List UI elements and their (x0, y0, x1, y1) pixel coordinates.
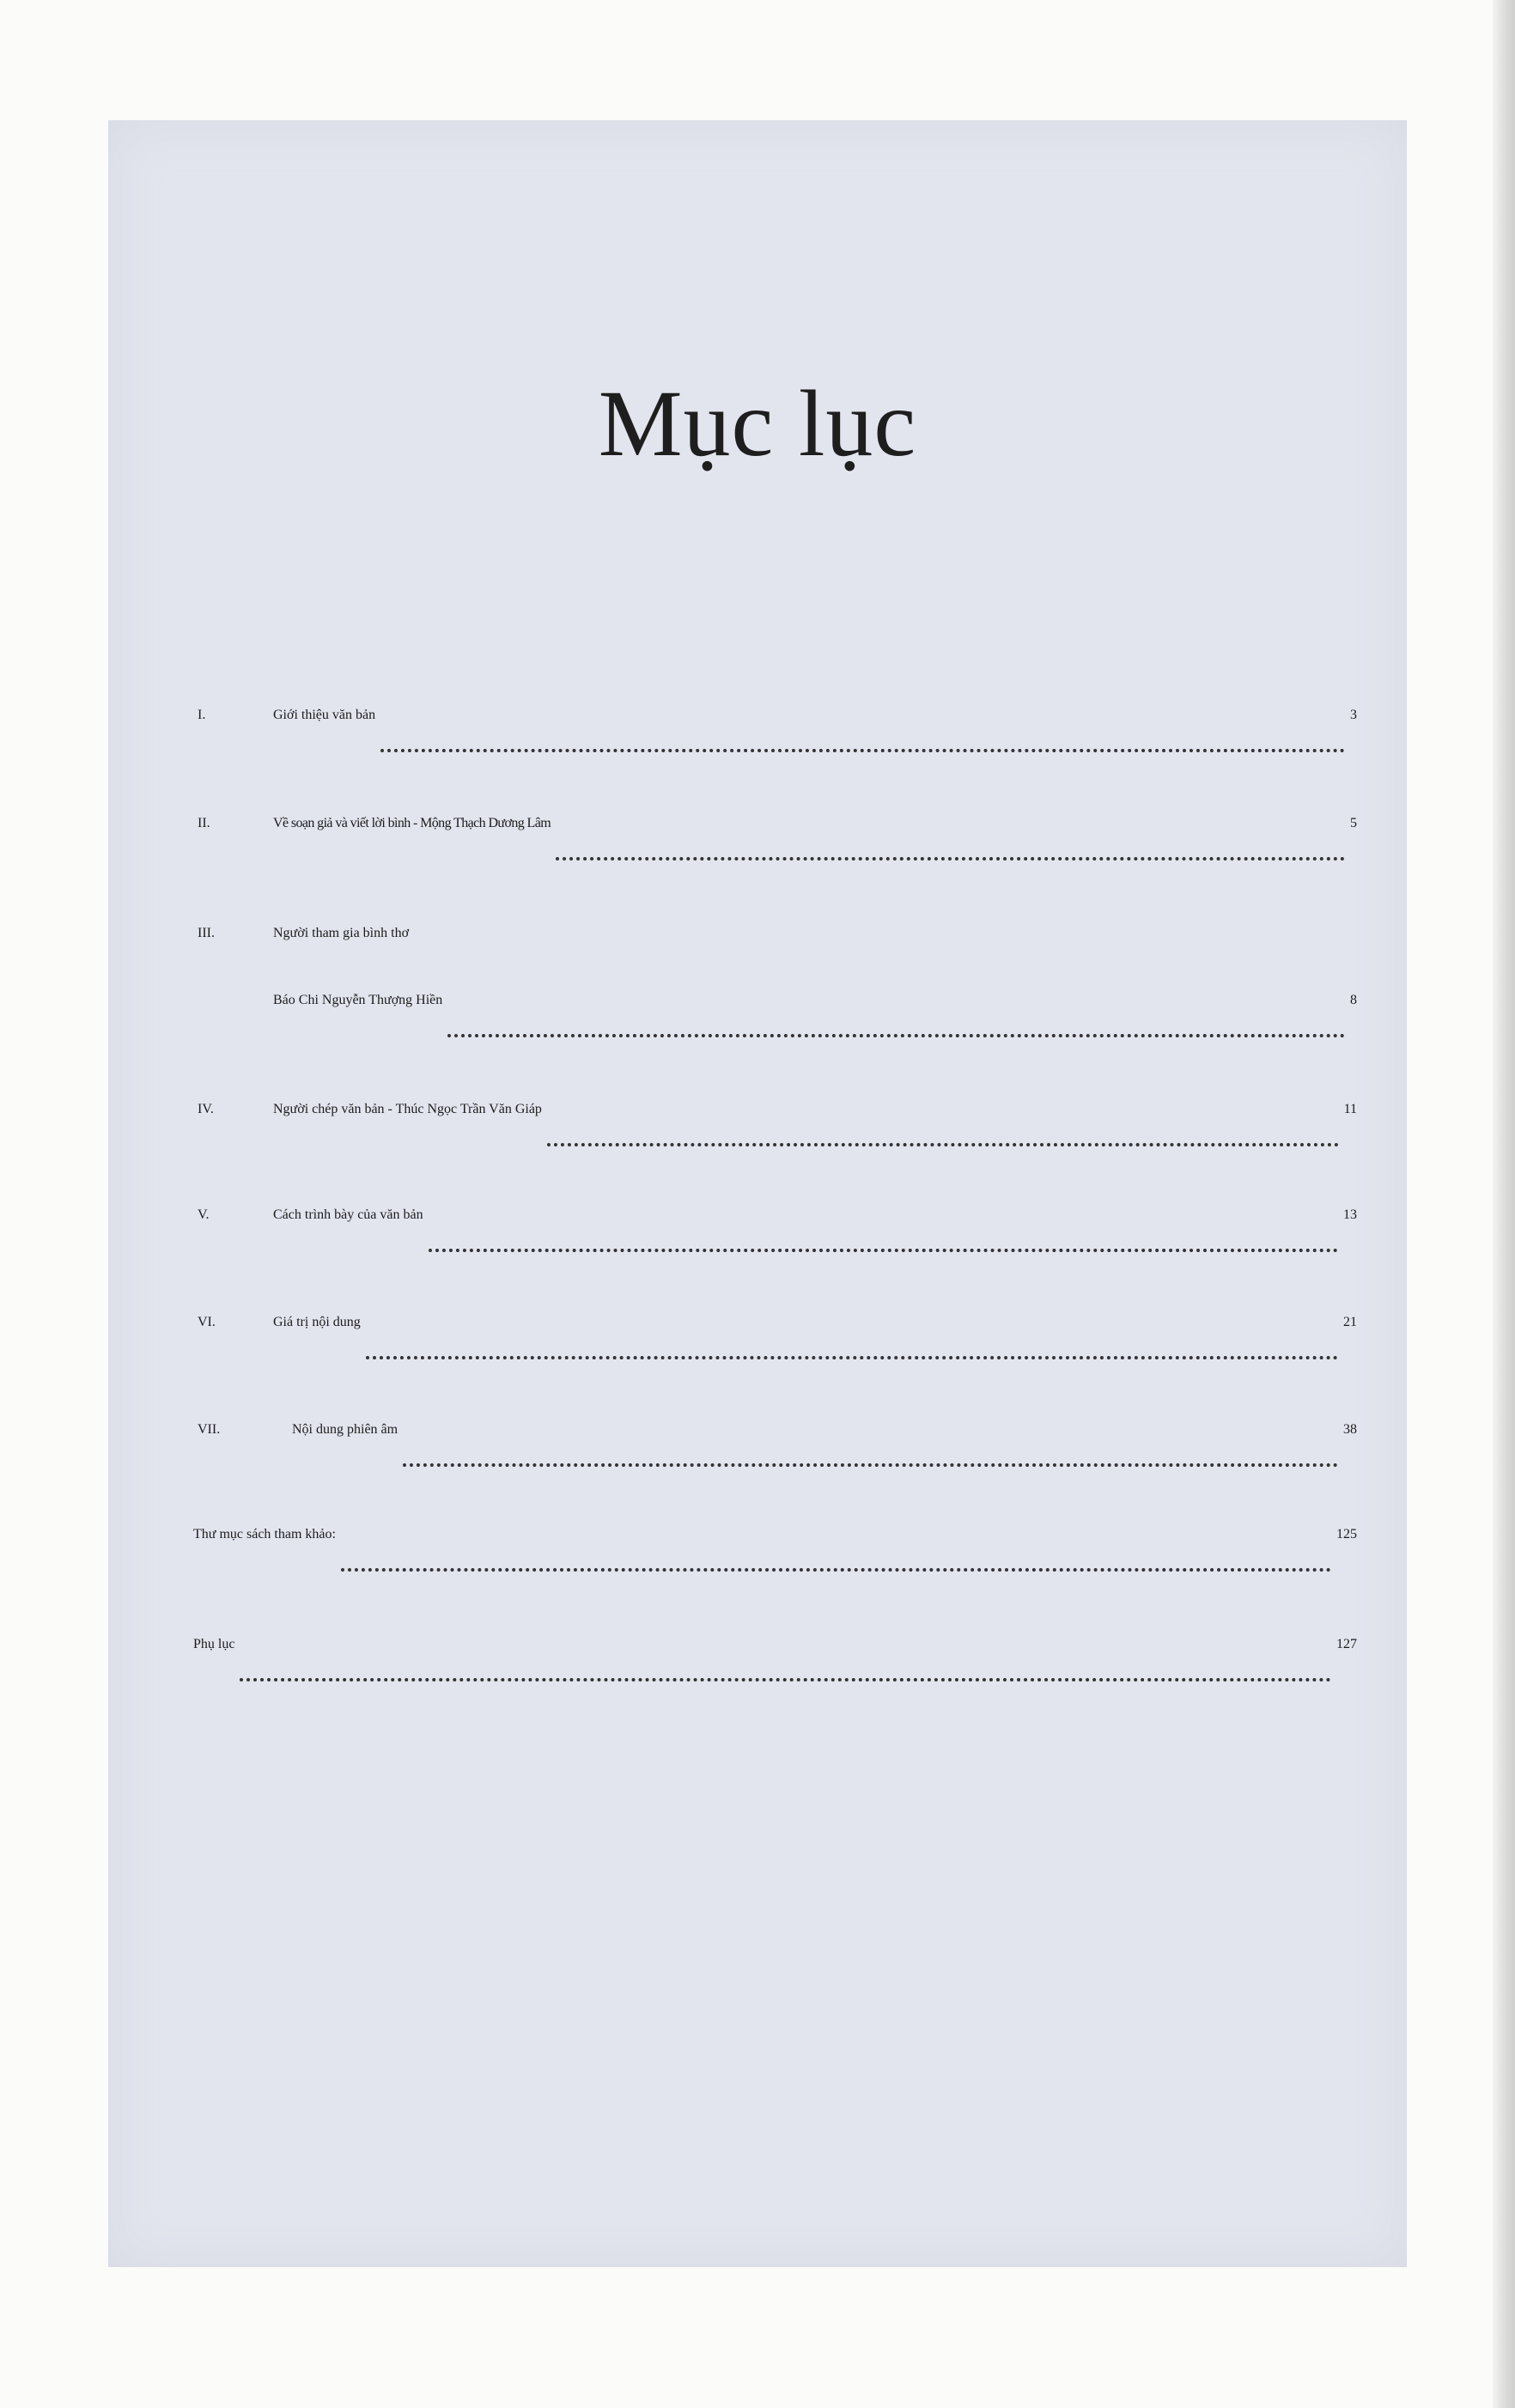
toc-entry-title-continued: Báo Chi Nguyễn Thượng Hiền (273, 993, 443, 1007)
page-spine-edge (1493, 0, 1515, 2408)
toc-entry-page: 5 (1350, 816, 1357, 830)
toc-dot-leader (380, 748, 1345, 752)
toc-entry-title: Cách trình bày của văn bản (273, 1207, 423, 1222)
toc-entry-3[interactable] (198, 926, 1357, 986)
toc-entry-title: Giá trị nội dung (273, 1315, 361, 1329)
toc-entry-page: 38 (1343, 1422, 1357, 1437)
toc-entry-number: I. (198, 708, 206, 722)
toc-entry-4[interactable] (198, 1102, 1357, 1162)
toc-dot-leader (556, 856, 1345, 860)
toc-dot-leader (429, 1248, 1338, 1252)
toc-entry-1[interactable] (198, 708, 1357, 768)
toc-entry-page: 11 (1343, 1102, 1357, 1116)
toc-dot-leader (547, 1142, 1339, 1146)
toc-entry-title: Người tham gia bình thơ (273, 926, 410, 940)
toc-entry-7[interactable] (198, 1422, 1357, 1482)
toc-entry-page: 125 (1336, 1527, 1357, 1541)
toc-entry-page: 3 (1350, 708, 1357, 722)
toc-entry-number: VI. (198, 1315, 216, 1329)
toc-dot-leader (240, 1677, 1331, 1681)
toc-entry-number: II. (198, 816, 210, 830)
toc-entry-page: 8 (1350, 993, 1357, 1007)
toc-dot-leader (403, 1462, 1338, 1467)
toc-entry-title: Nội dung phiên âm (292, 1422, 399, 1437)
toc-entry-title: Người chép văn bản - Thúc Ngọc Trần Văn Giáp (273, 1102, 542, 1116)
toc-entry-title: Về soạn giả và viết lời bình - Mộng Thạch Dương Lâm (273, 816, 551, 830)
toc-dot-leader (341, 1567, 1331, 1572)
toc-entry-bibliography[interactable] (193, 1527, 1357, 1587)
toc-entry-5[interactable] (198, 1207, 1357, 1268)
toc-entry-number: V. (198, 1207, 210, 1222)
toc-entry-page: 13 (1343, 1207, 1357, 1222)
toc-entry-3-continuation[interactable] (273, 993, 1357, 1053)
toc-entry-number: VII. (198, 1422, 221, 1437)
toc-entry-page: 127 (1336, 1637, 1357, 1651)
toc-dot-leader (447, 1033, 1345, 1037)
toc-entry-6[interactable] (198, 1315, 1357, 1375)
page-title: Mục lục (598, 371, 917, 476)
toc-entry-number: IV. (198, 1102, 214, 1116)
toc-dot-leader (366, 1355, 1338, 1359)
toc-entry-2[interactable] (198, 816, 1357, 876)
toc-entry-appendix[interactable] (193, 1637, 1357, 1697)
toc-entry-page: 21 (1343, 1315, 1357, 1329)
toc-entry-title: Thư mục sách tham khảo: (193, 1527, 336, 1541)
toc-entry-title: Phụ lục (193, 1637, 235, 1651)
toc-entry-number: III. (198, 926, 215, 940)
toc-entry-title: Giới thiệu văn bản (273, 708, 376, 722)
